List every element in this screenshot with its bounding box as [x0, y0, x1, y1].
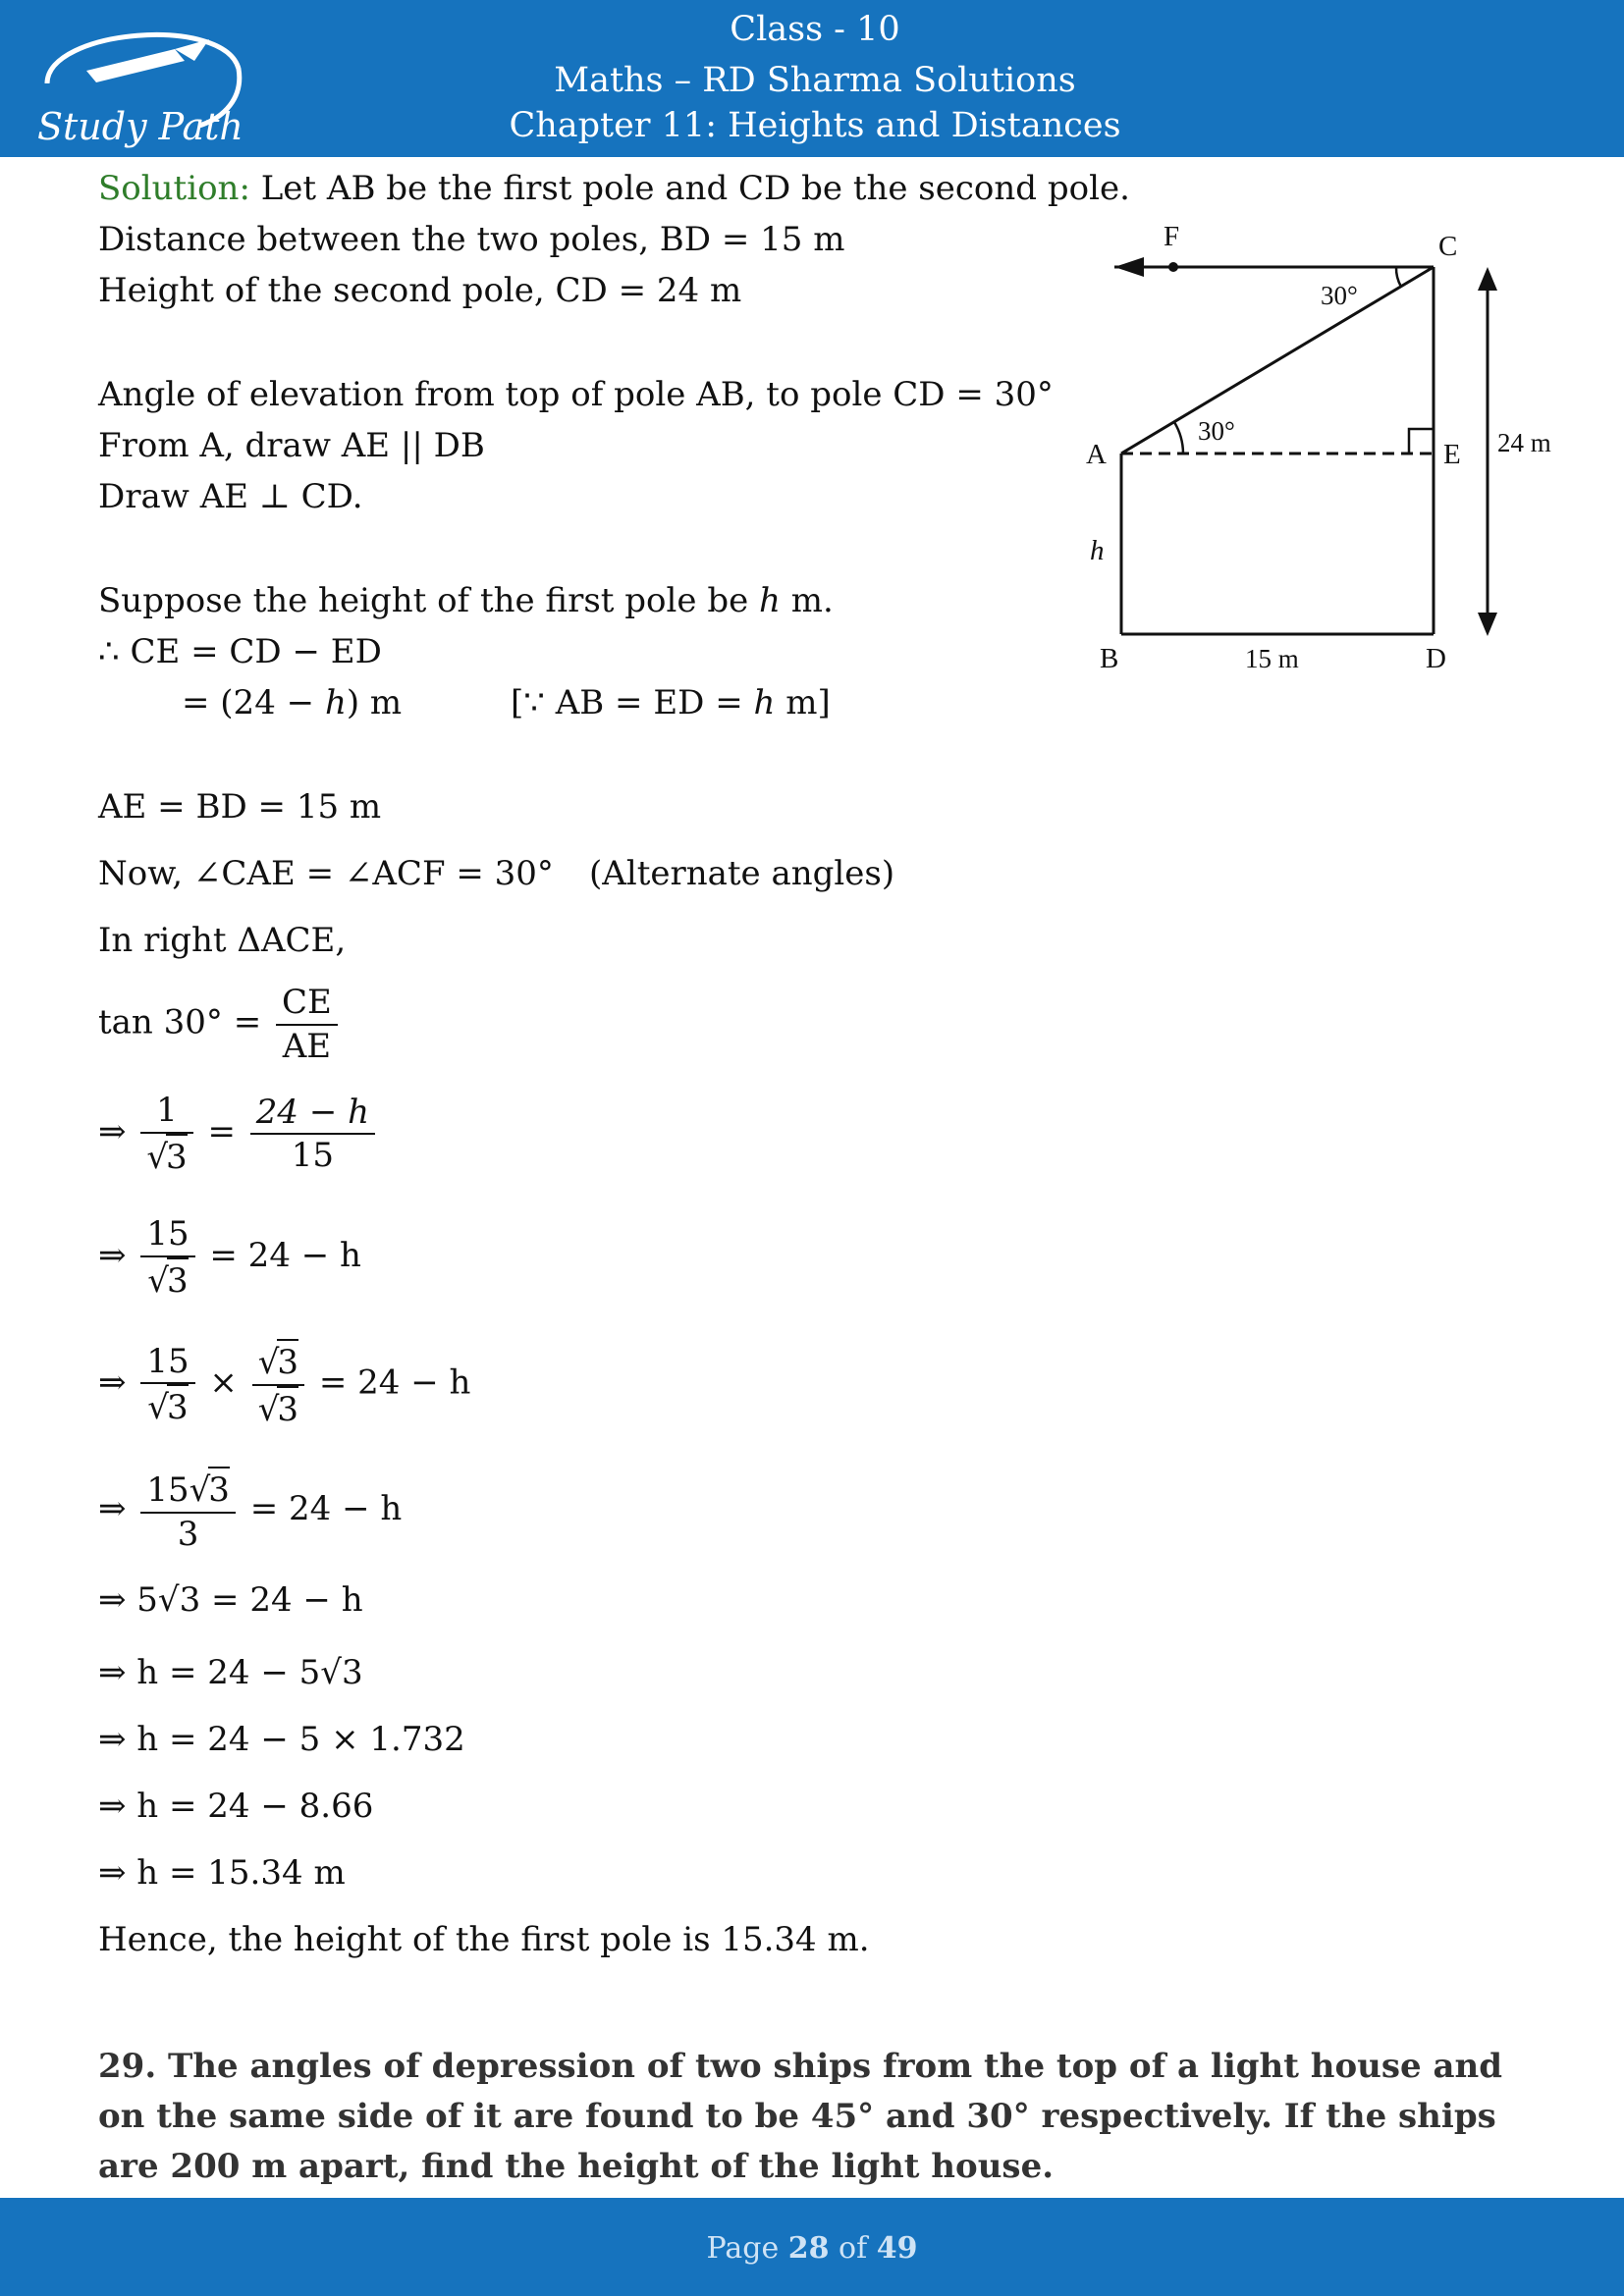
suppose-text: Suppose the height of the first pole be — [98, 581, 760, 620]
step-9: ⇒ h = 15.34 m — [98, 1853, 346, 1893]
total-pages: 49 — [876, 2231, 918, 2266]
angle-arc-c — [1396, 267, 1401, 287]
label-f: F — [1164, 221, 1180, 252]
label-d: D — [1426, 643, 1446, 674]
angle-line: Angle of elevation from top of pole AB, to pole CD = 30° — [98, 375, 1054, 414]
right-triangle-line: In right ΔACE, — [98, 921, 347, 960]
step-1: ⇒ $\frac{1}{√3}$ = $\frac{24 - h}{15}$ — [98, 1090, 379, 1178]
step-2: ⇒ $\frac{15}{√3}$ = 24 − h — [98, 1214, 361, 1301]
now-text: Now, ∠CAE = ∠ACF = 30° — [98, 854, 554, 893]
ce-value-b: ) m — [346, 683, 403, 722]
solution-label: Solution: — [98, 169, 250, 208]
header-class: Class - 10 — [730, 10, 900, 49]
step-1-rhs-fraction: $\frac{24 - h}{15}$ — [250, 1092, 375, 1177]
label-a: A — [1086, 439, 1107, 470]
step-8: ⇒ h = 24 − 8.66 — [98, 1787, 374, 1826]
step-2-fraction: $\frac{15}{√3}$ — [140, 1213, 194, 1302]
point-f — [1168, 262, 1178, 272]
solution-intro-text: Let AB be the first pole and CD be the second pole. — [260, 169, 1130, 208]
ce-reason: [∵ AB = ED = h m] — [511, 683, 831, 722]
alternate-angles-note: (Alternate angles) — [589, 854, 895, 893]
ce-value-line — [182, 683, 1164, 723]
arrow-f-icon — [1114, 257, 1144, 277]
step-1-lhs-fraction: $\frac{1}{√3}$ — [140, 1090, 192, 1178]
now-line — [98, 854, 1080, 894]
step-5: ⇒ 5√3 = 24 − h — [98, 1580, 363, 1620]
step-4: ⇒ $\frac{15√3}{3}$ = 24 − h — [98, 1467, 402, 1555]
study-path-logo — [27, 10, 253, 152]
angle-arc-a — [1174, 422, 1183, 454]
step-7: ⇒ h = 24 − 5 × 1.732 — [98, 1720, 465, 1759]
distance-line: Distance between the two poles, BD = 15 m — [98, 220, 845, 259]
line-ca — [1121, 267, 1434, 454]
angle-label-c: 30° — [1321, 281, 1358, 310]
ce-value-a: = (24 − — [182, 683, 325, 722]
label-b: B — [1100, 643, 1119, 674]
draw-perpendicular-line: Draw AE ⊥ CD. — [98, 477, 363, 516]
header-subject: Maths – RD Sharma Solutions — [554, 61, 1076, 100]
page-number — [0, 2231, 1624, 2266]
tan-equation — [98, 982, 342, 1067]
right-angle-mark — [1409, 429, 1434, 454]
current-page: 28 — [787, 2231, 830, 2266]
label-24m: 24 m — [1497, 428, 1551, 457]
suppose-var: h — [759, 581, 781, 620]
conclusion: Hence, the height of the first pole is 15.34 m. — [98, 1920, 870, 1959]
page-footer — [0, 2198, 1624, 2296]
tan-fraction: $\frac{CE}{AE}$ — [276, 982, 338, 1067]
ae-line: AE = BD = 15 m — [98, 787, 382, 827]
question-29: 29. The angles of depression of two ships from the top of a light house and on the same side of it are found to be 45° and 30° respectively. If the ships are 200 m apart, find the height of the light house. — [98, 2047, 1503, 2186]
dimension-arrow-down-icon — [1478, 613, 1497, 636]
step-3-fraction-1: $\frac{15}{√3}$ — [140, 1341, 194, 1429]
suppose-unit: m. — [780, 581, 834, 620]
label-15m: 15 m — [1245, 644, 1299, 673]
logo-text: Study Path — [37, 105, 244, 148]
step-3-fraction-2: $\frac{√3}{√3}$ — [252, 1339, 304, 1430]
tan-lhs: tan 30° = — [98, 1002, 262, 1042]
angle-label-a: 30° — [1198, 416, 1235, 446]
draw-parallel-line: From A, draw AE || DB — [98, 426, 485, 465]
height-line: Height of the second pole, CD = 24 m — [98, 271, 742, 310]
step-3: ⇒ $\frac{15}{√3}$ × $\frac{√3}{√3}$ = 24 − h — [98, 1339, 470, 1430]
solution-intro — [98, 169, 1130, 209]
page-header — [0, 0, 1624, 157]
ce-line: ∴ CE = CD − ED — [98, 632, 382, 671]
label-e: E — [1443, 439, 1461, 470]
page-of: of — [829, 2231, 877, 2266]
header-chapter: Chapter 11: Heights and Distances — [509, 106, 1121, 145]
dimension-arrow-up-icon — [1478, 267, 1497, 291]
pole-diagram — [1070, 216, 1600, 677]
label-h: h — [1090, 535, 1105, 566]
suppose-line — [98, 581, 834, 621]
ce-value-var: h — [324, 683, 347, 722]
step-6: ⇒ h = 24 − 5√3 — [98, 1653, 363, 1692]
step-4-fraction: $\frac{15√3}{3}$ — [140, 1467, 236, 1555]
label-c: C — [1438, 231, 1458, 262]
page-prefix: Page — [706, 2231, 788, 2266]
